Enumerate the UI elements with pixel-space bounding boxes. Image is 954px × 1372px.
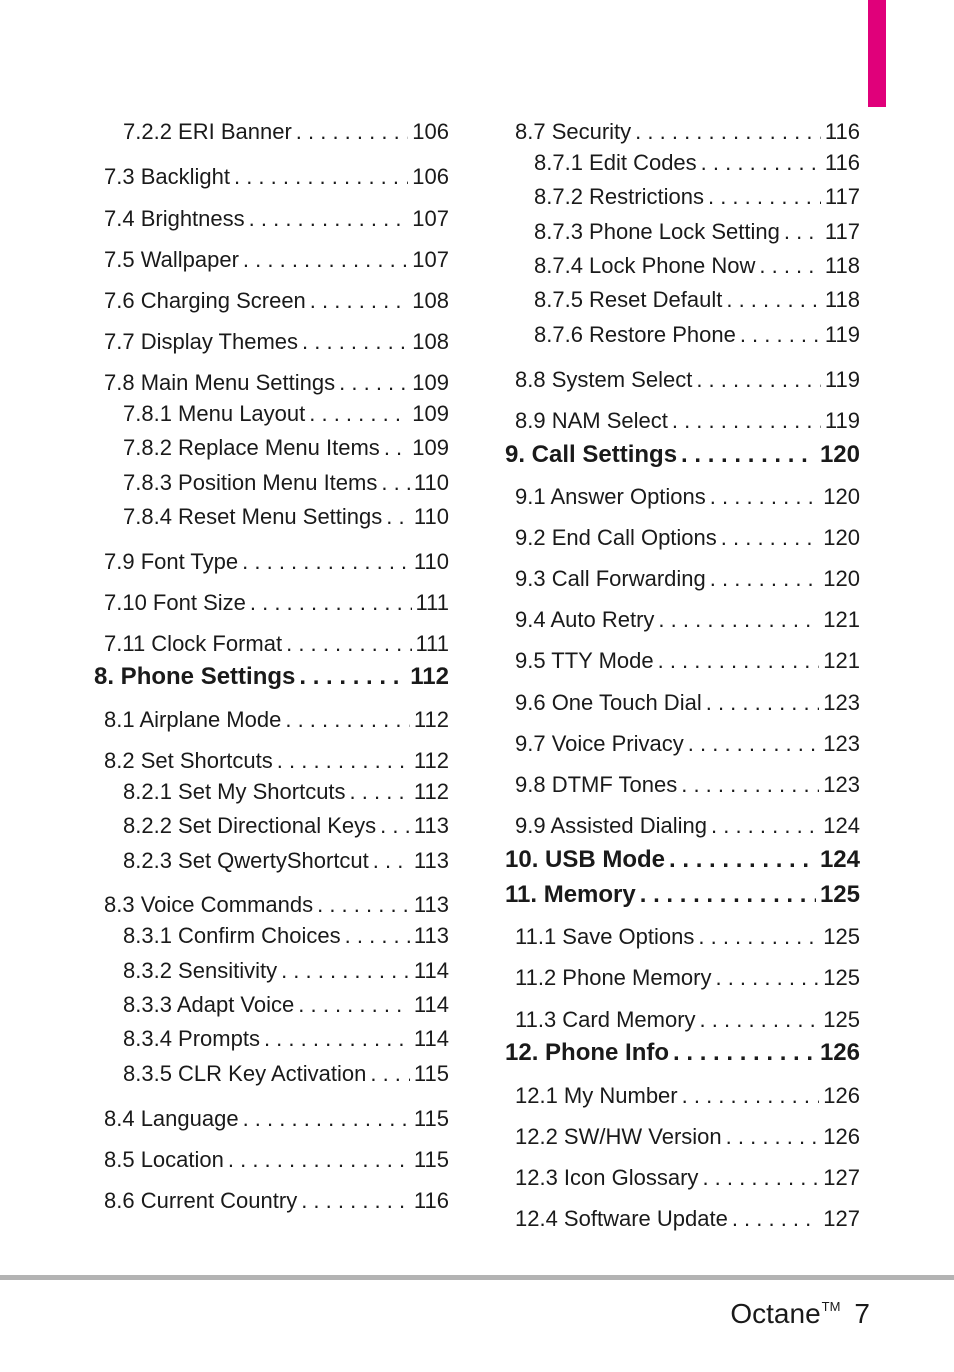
toc-leader-dots [281,957,410,985]
toc-page-number: 113 [413,848,449,873]
toc-entry[interactable] [104,630,449,658]
toc-entry[interactable] [515,407,860,435]
toc-entry[interactable] [104,287,449,315]
toc-entry[interactable] [104,163,449,191]
toc-page-number: 121 [823,648,860,673]
toc-leader-dots [726,286,821,314]
toc-entry[interactable] [515,771,860,799]
toc-entry-title: 7.8.2 Replace Menu Items [123,435,380,460]
toc-entry[interactable] [123,922,449,950]
toc-leader-dots [635,118,821,146]
toc-page-number: 120 [823,484,860,509]
toc-leader-dots [669,846,816,874]
toc-page-number: 110 [413,470,449,495]
toc-page-number: 112 [410,663,449,690]
toc-entry-title: 8.7.3 Phone Lock Setting [534,219,780,244]
toc-section-heading[interactable] [505,881,860,909]
toc-entry-title: 7.3 Backlight [104,164,230,189]
toc-entry[interactable] [515,964,860,992]
toc-entry-title: 8.1 Airplane Mode [104,707,282,732]
toc-entry-title: 11.2 Phone Memory [515,965,712,990]
toc-entry-title: 7.8.3 Position Menu Items [123,470,378,495]
toc-entry-title: 12.2 SW/HW Version [515,1124,722,1149]
toc-entry-title: 8.3.4 Prompts [123,1026,260,1051]
toc-entry-title: 9.5 TTY Mode [515,648,654,673]
toc-page-number: 109 [412,370,449,395]
toc-entry-title: 8.7 Security [515,119,632,144]
toc-entry-title: 7.5 Wallpaper [104,247,239,272]
toc-page-number: 112 [413,707,449,732]
toc-leader-dots [301,1187,410,1215]
toc-page-number: 116 [824,119,860,144]
toc-entry-title: 8.3 Voice Commands [104,892,314,917]
toc-entry-title: 8.6 Current Country [104,1188,298,1213]
toc-entry-title: 8. Phone Settings [94,663,296,690]
toc-entry-title: 8.7.1 Edit Codes [534,150,697,175]
toc-entry[interactable] [104,1187,449,1215]
toc-entry-title: 7.8.4 Reset Menu Settings [123,504,383,529]
toc-page-number: 125 [823,965,860,990]
toc-entry[interactable] [123,434,449,462]
toc-page-number: 125 [819,881,860,908]
toc-leader-dots [702,1164,819,1192]
toc-page-number: 106 [412,119,449,144]
toc-leader-dots [672,407,821,435]
toc-entry-title: 9.1 Answer Options [515,484,706,509]
toc-page-number: 126 [823,1124,860,1149]
toc-entry-title: 7.10 Font Size [104,590,246,615]
toc-entry[interactable] [534,149,860,177]
footer-divider [0,1275,954,1280]
toc-page-number: 119 [824,367,860,392]
toc-entry[interactable] [534,252,860,280]
toc-leader-dots [698,923,819,951]
toc-entry-title: 7.2.2 ERI Banner [123,119,292,144]
toc-leader-dots [784,218,821,246]
toc-page-number: 106 [412,164,449,189]
toc-entry[interactable] [123,1025,449,1053]
toc-entry[interactable] [515,689,860,717]
toc-leader-dots [380,812,410,840]
toc-entry-title: 7.8 Main Menu Settings [104,370,336,395]
toc-page-number: 118 [824,287,860,312]
toc-leader-dots [234,163,408,191]
toc-entry-title: 12.4 Software Update [515,1206,728,1231]
toc-leader-dots [700,1006,820,1034]
toc-section-heading[interactable] [505,1039,860,1067]
toc-entry-title: 8.5 Location [104,1147,224,1172]
toc-page-number: 124 [823,813,860,838]
toc-entry[interactable] [123,400,449,428]
toc-page-number: 123 [823,690,860,715]
toc-page-number: 107 [412,247,449,272]
toc-page-number: 120 [819,441,860,468]
toc-entry[interactable] [515,647,860,675]
toc-entry-title: 12.3 Icon Glossary [515,1165,699,1190]
toc-entry-title: 9.9 Assisted Dialing [515,813,707,838]
toc-entry-title: 9.4 Auto Retry [515,607,655,632]
toc-leader-dots [759,252,821,280]
toc-leader-dots [309,400,408,428]
toc-entry-title: 8.2 Set Shortcuts [104,748,273,773]
toc-page-number: 117 [824,184,860,209]
toc-page-number: 125 [823,1007,860,1032]
toc-entry-title: 10. USB Mode [505,846,666,873]
footer-brand: Octane [730,1298,821,1329]
toc-entry[interactable] [515,565,860,593]
toc-entry-title: 8.9 NAM Select [515,408,668,433]
toc-page-number: 125 [823,924,860,949]
toc-leader-dots [658,606,819,634]
toc-page-number: 120 [823,525,860,550]
toc-leader-dots [726,1123,820,1151]
toc-leader-dots [310,287,408,315]
toc-leader-dots [250,589,412,617]
toc-entry[interactable] [515,606,860,634]
toc-leader-dots [721,524,820,552]
toc-leader-dots [298,991,410,1019]
toc-entry[interactable] [123,469,449,497]
toc-entry-title: 8.3.2 Sensitivity [123,958,278,983]
toc-leader-dots [708,183,821,211]
toc-leader-dots [673,1039,816,1067]
toc-entry-title: 7.4 Brightness [104,206,245,231]
toc-page-number: 119 [824,322,860,347]
toc-page-number: 109 [412,401,449,426]
toc-page-number: 112 [413,779,449,804]
toc-page-number: 123 [823,731,860,756]
toc-entry-title: 8.3.1 Confirm Choices [123,923,341,948]
toc-leader-dots [243,1105,410,1133]
toc-leader-dots [249,205,409,233]
toc-page-number: 107 [412,206,449,231]
toc-leader-dots [682,1082,820,1110]
toc-leader-dots [242,548,410,576]
toc-entry[interactable] [104,589,449,617]
toc-entry-title: 8.7.6 Restore Phone [534,322,736,347]
toc-entry[interactable] [123,1060,449,1088]
toc-entry[interactable] [515,483,860,511]
toc-entry[interactable] [104,246,449,274]
toc-leader-dots [386,503,410,531]
toc-entry-title: 8.8 System Select [515,367,693,392]
toc-page-number: 108 [412,329,449,354]
toc-entry-title: 7.11 Clock Format [104,631,283,656]
toc-entry-title: 8.7.5 Reset Default [534,287,723,312]
toc-leader-dots [277,747,410,775]
toc-leader-dots [285,706,410,734]
toc-entry-title: 7.9 Font Type [104,549,239,574]
toc-entry-title: 9.2 End Call Options [515,525,717,550]
toc-page-number: 109 [412,435,449,460]
toc-leader-dots [302,328,408,356]
toc-entry[interactable] [123,118,449,146]
toc-page-number: 111 [415,590,449,615]
toc-leader-dots [732,1205,819,1233]
toc-entry[interactable] [515,1006,860,1034]
trademark-symbol: TM [821,1299,841,1314]
toc-page-number: 112 [413,748,449,773]
toc-page-number: 115 [413,1106,449,1131]
toc-page-number: 110 [413,504,449,529]
toc-entry[interactable] [123,503,449,531]
toc-entry-title: 8.2.2 Set Directional Keys [123,813,377,838]
toc-entry[interactable] [104,548,449,576]
toc-page-number: 119 [824,408,860,433]
toc-page-number: 110 [413,549,449,574]
toc-entry[interactable] [515,1123,860,1151]
toc-entry-title: 8.4 Language [104,1106,239,1131]
toc-page-number: 116 [824,150,860,175]
toc-entry-title: 9.7 Voice Privacy [515,731,684,756]
toc-entry[interactable] [104,1105,449,1133]
toc-entry[interactable] [515,730,860,758]
toc-page-number: 111 [415,631,449,656]
toc-entry-title: 8.3.3 Adapt Voice [123,992,295,1017]
toc-page-number: 120 [823,566,860,591]
toc-entry[interactable] [104,205,449,233]
toc-entry[interactable] [515,524,860,552]
toc-leader-dots [710,483,820,511]
toc-leader-dots [317,891,410,919]
toc-entry[interactable] [534,286,860,314]
toc-entry[interactable] [515,812,860,840]
chapter-tab-marker [868,0,886,107]
toc-entry-title: 11. Memory [505,881,636,908]
toc-leader-dots [688,730,820,758]
toc-entry[interactable] [104,328,449,356]
toc-leader-dots [381,469,410,497]
toc-page-number: 114 [413,958,449,983]
toc-entry[interactable] [123,991,449,1019]
toc-page-number: 127 [823,1206,860,1231]
toc-entry[interactable] [515,1082,860,1110]
toc-entry-title: 12.1 My Number [515,1083,678,1108]
toc-entry[interactable] [104,706,449,734]
page-footer [730,1289,870,1332]
toc-leader-dots [715,964,819,992]
toc-leader-dots [286,630,411,658]
toc-entry-title: 9.8 DTMF Tones [515,772,678,797]
toc-entry[interactable] [123,778,449,806]
toc-page-number: 117 [824,219,860,244]
toc-page-number: 121 [823,607,860,632]
toc-entry-title: 8.3.5 CLR Key Activation [123,1061,367,1086]
toc-entry-title: 7.6 Charging Screen [104,288,306,313]
toc-entry[interactable] [123,957,449,985]
toc-entry-title: 7.7 Display Themes [104,329,299,354]
toc-leader-dots [339,369,408,397]
toc-entry[interactable] [104,1146,449,1174]
toc-entry[interactable] [515,118,860,146]
toc-section-heading[interactable] [94,663,449,691]
toc-leader-dots [296,118,409,146]
toc-page-number: 116 [413,1188,449,1213]
toc-leader-dots [740,321,821,349]
toc-page-number: 126 [823,1083,860,1108]
toc-leader-dots [243,246,408,274]
toc-page-number: 126 [819,1039,860,1066]
toc-leader-dots [370,1060,410,1088]
toc-page-number: 115 [413,1061,449,1086]
toc-entry[interactable] [515,1205,860,1233]
toc-leader-dots [658,647,820,675]
toc-leader-dots [373,847,410,875]
toc-page-number: 123 [823,772,860,797]
toc-page-number: 113 [413,923,449,948]
toc-leader-dots [681,771,819,799]
toc-leader-dots [640,881,816,909]
toc-entry-title: 9.6 One Touch Dial [515,690,702,715]
toc-leader-dots [711,812,819,840]
toc-page-number: 113 [413,813,449,838]
toc-section-heading[interactable] [505,846,860,874]
toc-page-number: 108 [412,288,449,313]
toc-entry[interactable] [104,369,449,397]
toc-entry[interactable] [123,847,449,875]
toc-entry-title: 9. Call Settings [505,441,678,468]
toc-section-heading[interactable] [505,441,860,469]
toc-page-number: 124 [819,846,860,873]
toc-leader-dots [264,1025,410,1053]
toc-page-number: 114 [413,992,449,1017]
toc-entry[interactable] [515,1164,860,1192]
toc-entry[interactable] [515,366,860,394]
toc-entry-title: 12. Phone Info [505,1039,670,1066]
toc-entry[interactable] [104,747,449,775]
toc-leader-dots [701,149,821,177]
toc-entry-title: 11.1 Save Options [515,924,695,949]
toc-entry[interactable] [534,183,860,211]
toc-page-number: 114 [413,1026,449,1051]
footer-page-number: 7 [854,1298,870,1329]
toc-leader-dots [681,441,816,469]
toc-entry[interactable] [104,891,449,919]
toc-entry[interactable] [534,321,860,349]
toc-entry-title: 9.3 Call Forwarding [515,566,706,591]
toc-leader-dots [299,663,406,691]
toc-entry[interactable] [123,812,449,840]
toc-page-number: 127 [823,1165,860,1190]
toc-entry-title: 8.7.4 Lock Phone Now [534,253,756,278]
toc-leader-dots [706,689,820,717]
toc-page-number: 118 [824,253,860,278]
toc-entry-title: 8.2.1 Set My Shortcuts [123,779,346,804]
toc-page-number: 113 [413,892,449,917]
toc-page-number: 115 [413,1147,449,1172]
toc-leader-dots [228,1146,410,1174]
toc-leader-dots [345,922,410,950]
toc-entry[interactable] [515,923,860,951]
toc-leader-dots [696,366,821,394]
toc-entry-title: 7.8.1 Menu Layout [123,401,306,426]
toc-entry-title: 8.2.3 Set QwertyShortcut [123,848,369,873]
toc-leader-dots [384,434,408,462]
toc-leader-dots [350,778,410,806]
toc-entry[interactable] [534,218,860,246]
toc-entry-title: 8.7.2 Restrictions [534,184,704,209]
toc-entry-title: 11.3 Card Memory [515,1007,696,1032]
toc-leader-dots [710,565,820,593]
